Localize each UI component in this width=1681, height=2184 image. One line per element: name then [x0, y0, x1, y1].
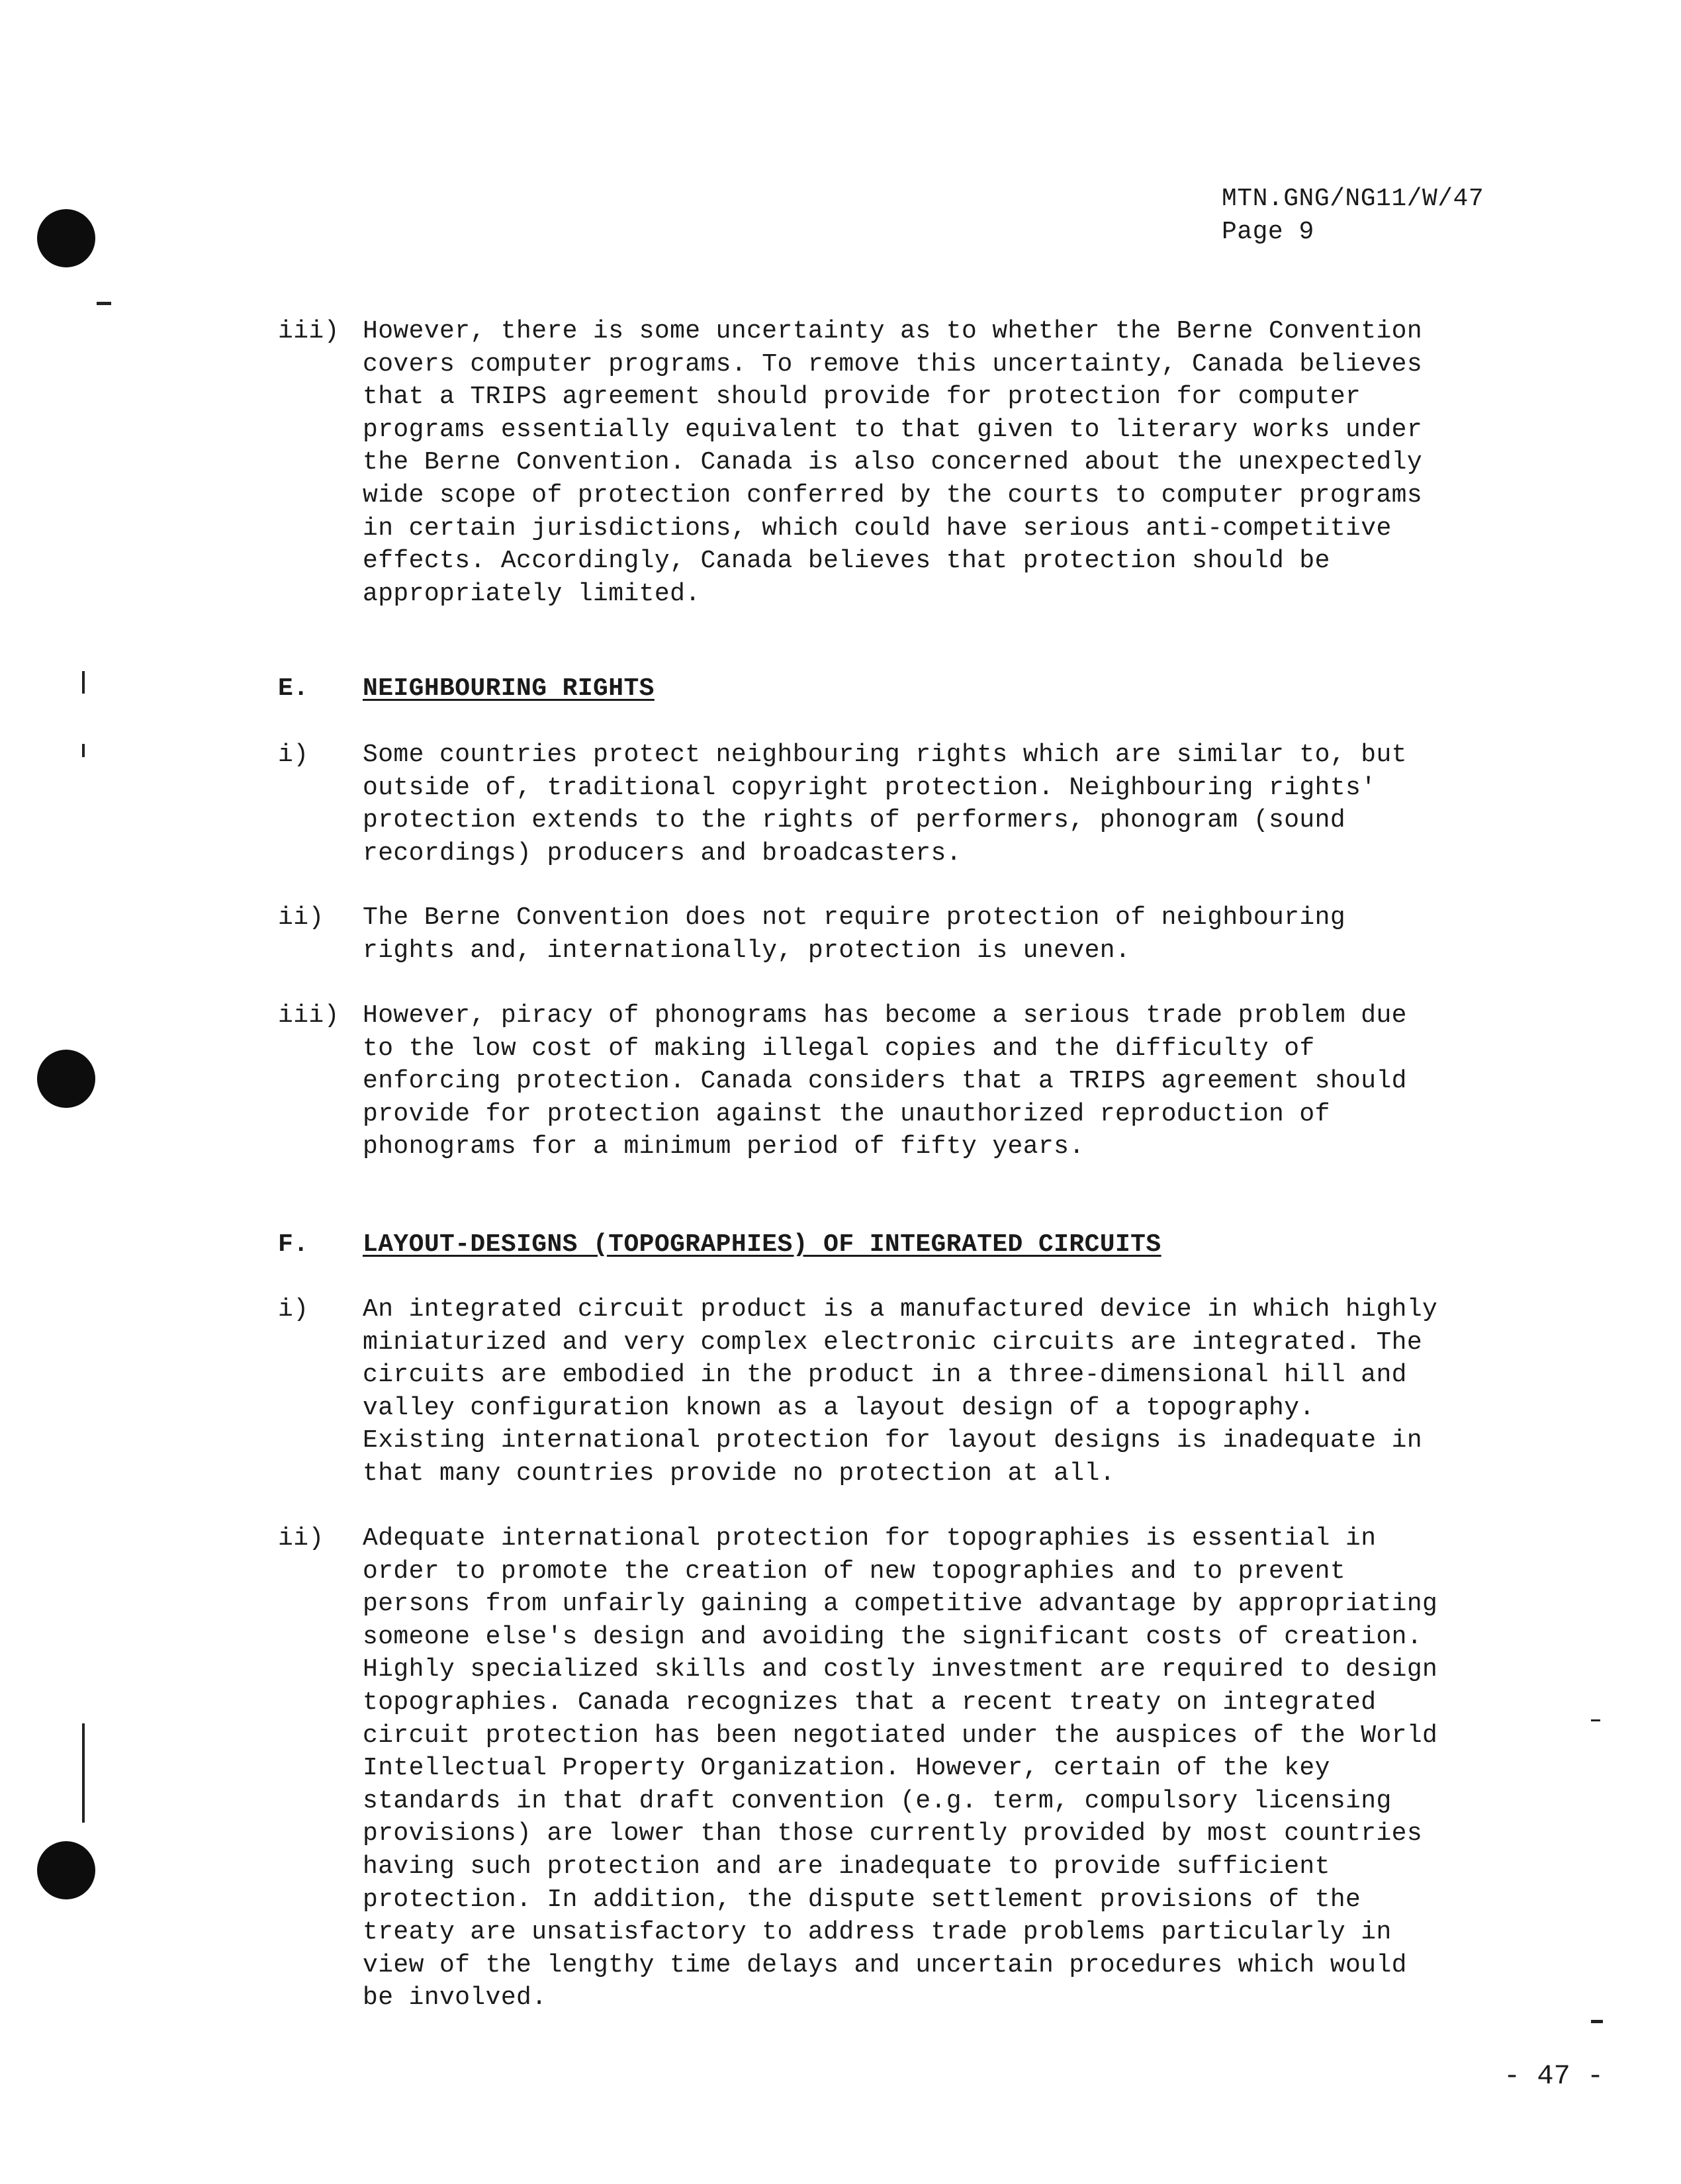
section-letter: F. — [278, 1230, 309, 1259]
punch-hole — [37, 1050, 95, 1108]
paragraph-number: i) — [278, 1295, 309, 1324]
page-header — [1222, 183, 1484, 249]
page-number: - 47 - — [1504, 2060, 1604, 2092]
paragraph-c-iii — [278, 315, 1522, 610]
section-title: NEIGHBOURING RIGHTS — [363, 674, 655, 703]
scan-mark — [82, 744, 85, 757]
paragraph-text: Adequate international protection for topographies is essential in order to promote the creation of new topographies and to prevent persons from unfairly gaining a competitive advantage by appropriating someone else's design and avoiding the significant costs of creation. Highly specialized skills and costly investment are required to design topographies. Canada recognizes that a recent treaty on integrated circuit protection has been negotiated under the auspices of the World Intellectual Property Organization. However, certain of the key standards in that draft convention (e.g. term, compulsory licensing provisions) are lower than those currently provided by most countries having such protection and are inadequate to provide sufficient protection. In addition, the dispute settlement provisions of the treaty are unsatisfactory to address trade problems particularly in view of the lengthy time delays and uncertain procedures which would be involved. — [363, 1524, 1438, 2013]
paragraph-number: ii) — [278, 903, 324, 932]
paragraph-text: The Berne Convention does not require protection of neighbouring rights and, internationally, protection is uneven. — [363, 903, 1346, 965]
paragraph-e-ii — [278, 901, 1522, 967]
paragraph-number: iii) — [278, 317, 340, 345]
scan-mark — [82, 671, 85, 694]
scan-mark — [97, 302, 111, 305]
section-letter: E. — [278, 674, 309, 703]
paragraph-text: An integrated circuit product is a manufactured device in which highly miniaturized and very complex electronic circuits are integrated. The circuits are embodied in the product in a three-dimensional hill and valley configuration known as a layout design of a topography. Existing international protection for layout designs is inadequate in that many countries provide no protection at all. — [363, 1295, 1438, 1488]
paragraph-number: i) — [278, 741, 309, 769]
paragraph-f-i — [278, 1293, 1522, 1490]
section-title: LAYOUT-DESIGNS (TOPOGRAPHIES) OF INTEGRATED CIRCUITS — [363, 1230, 1161, 1259]
document-reference: MTN.GNG/NG11/W/47 — [1222, 185, 1484, 213]
punch-hole — [37, 209, 95, 267]
scan-mark — [1591, 1719, 1600, 1721]
section-heading-f — [278, 1228, 1161, 1261]
paragraph-text: Some countries protect neighbouring rights which are similar to, but outside of, traditional copyright protection. Neighbouring rights' protection extends to the rights of performers, phonogram (sound recordings) producers and broadcasters. — [363, 741, 1407, 868]
section-heading-e — [278, 672, 655, 705]
paragraph-f-ii — [278, 1522, 1522, 2015]
page-label: Page 9 — [1222, 218, 1314, 246]
paragraph-e-i — [278, 739, 1522, 870]
punch-hole — [37, 1841, 95, 1899]
paragraph-number: ii) — [278, 1524, 324, 1553]
scan-mark — [1591, 2020, 1603, 2023]
paragraph-text: However, there is some uncertainty as to whether the Berne Convention covers computer programs. To remove this uncertainty, Canada believes that a TRIPS agreement should provide for protection for computer programs essentially equivalent to that given to literary works under the Berne Convention. Canada is also concerned about the unexpectedly wide scope of protection conferred by the courts to computer programs in certain jurisdictions, which could have serious anti-competitive effects. Accordingly, Canada believes that protection should be appropriately limited. — [363, 317, 1423, 608]
paragraph-text: However, piracy of phonograms has become a serious trade problem due to the low cost of making illegal copies and the difficulty of enforcing protection. Canada considers that a TRIPS agreement should provide for protection against the unauthorized reproduction of phonograms for a minimum period of fifty years. — [363, 1001, 1407, 1161]
scan-mark — [82, 1723, 85, 1823]
paragraph-e-iii — [278, 999, 1522, 1163]
paragraph-number: iii) — [278, 1001, 340, 1030]
